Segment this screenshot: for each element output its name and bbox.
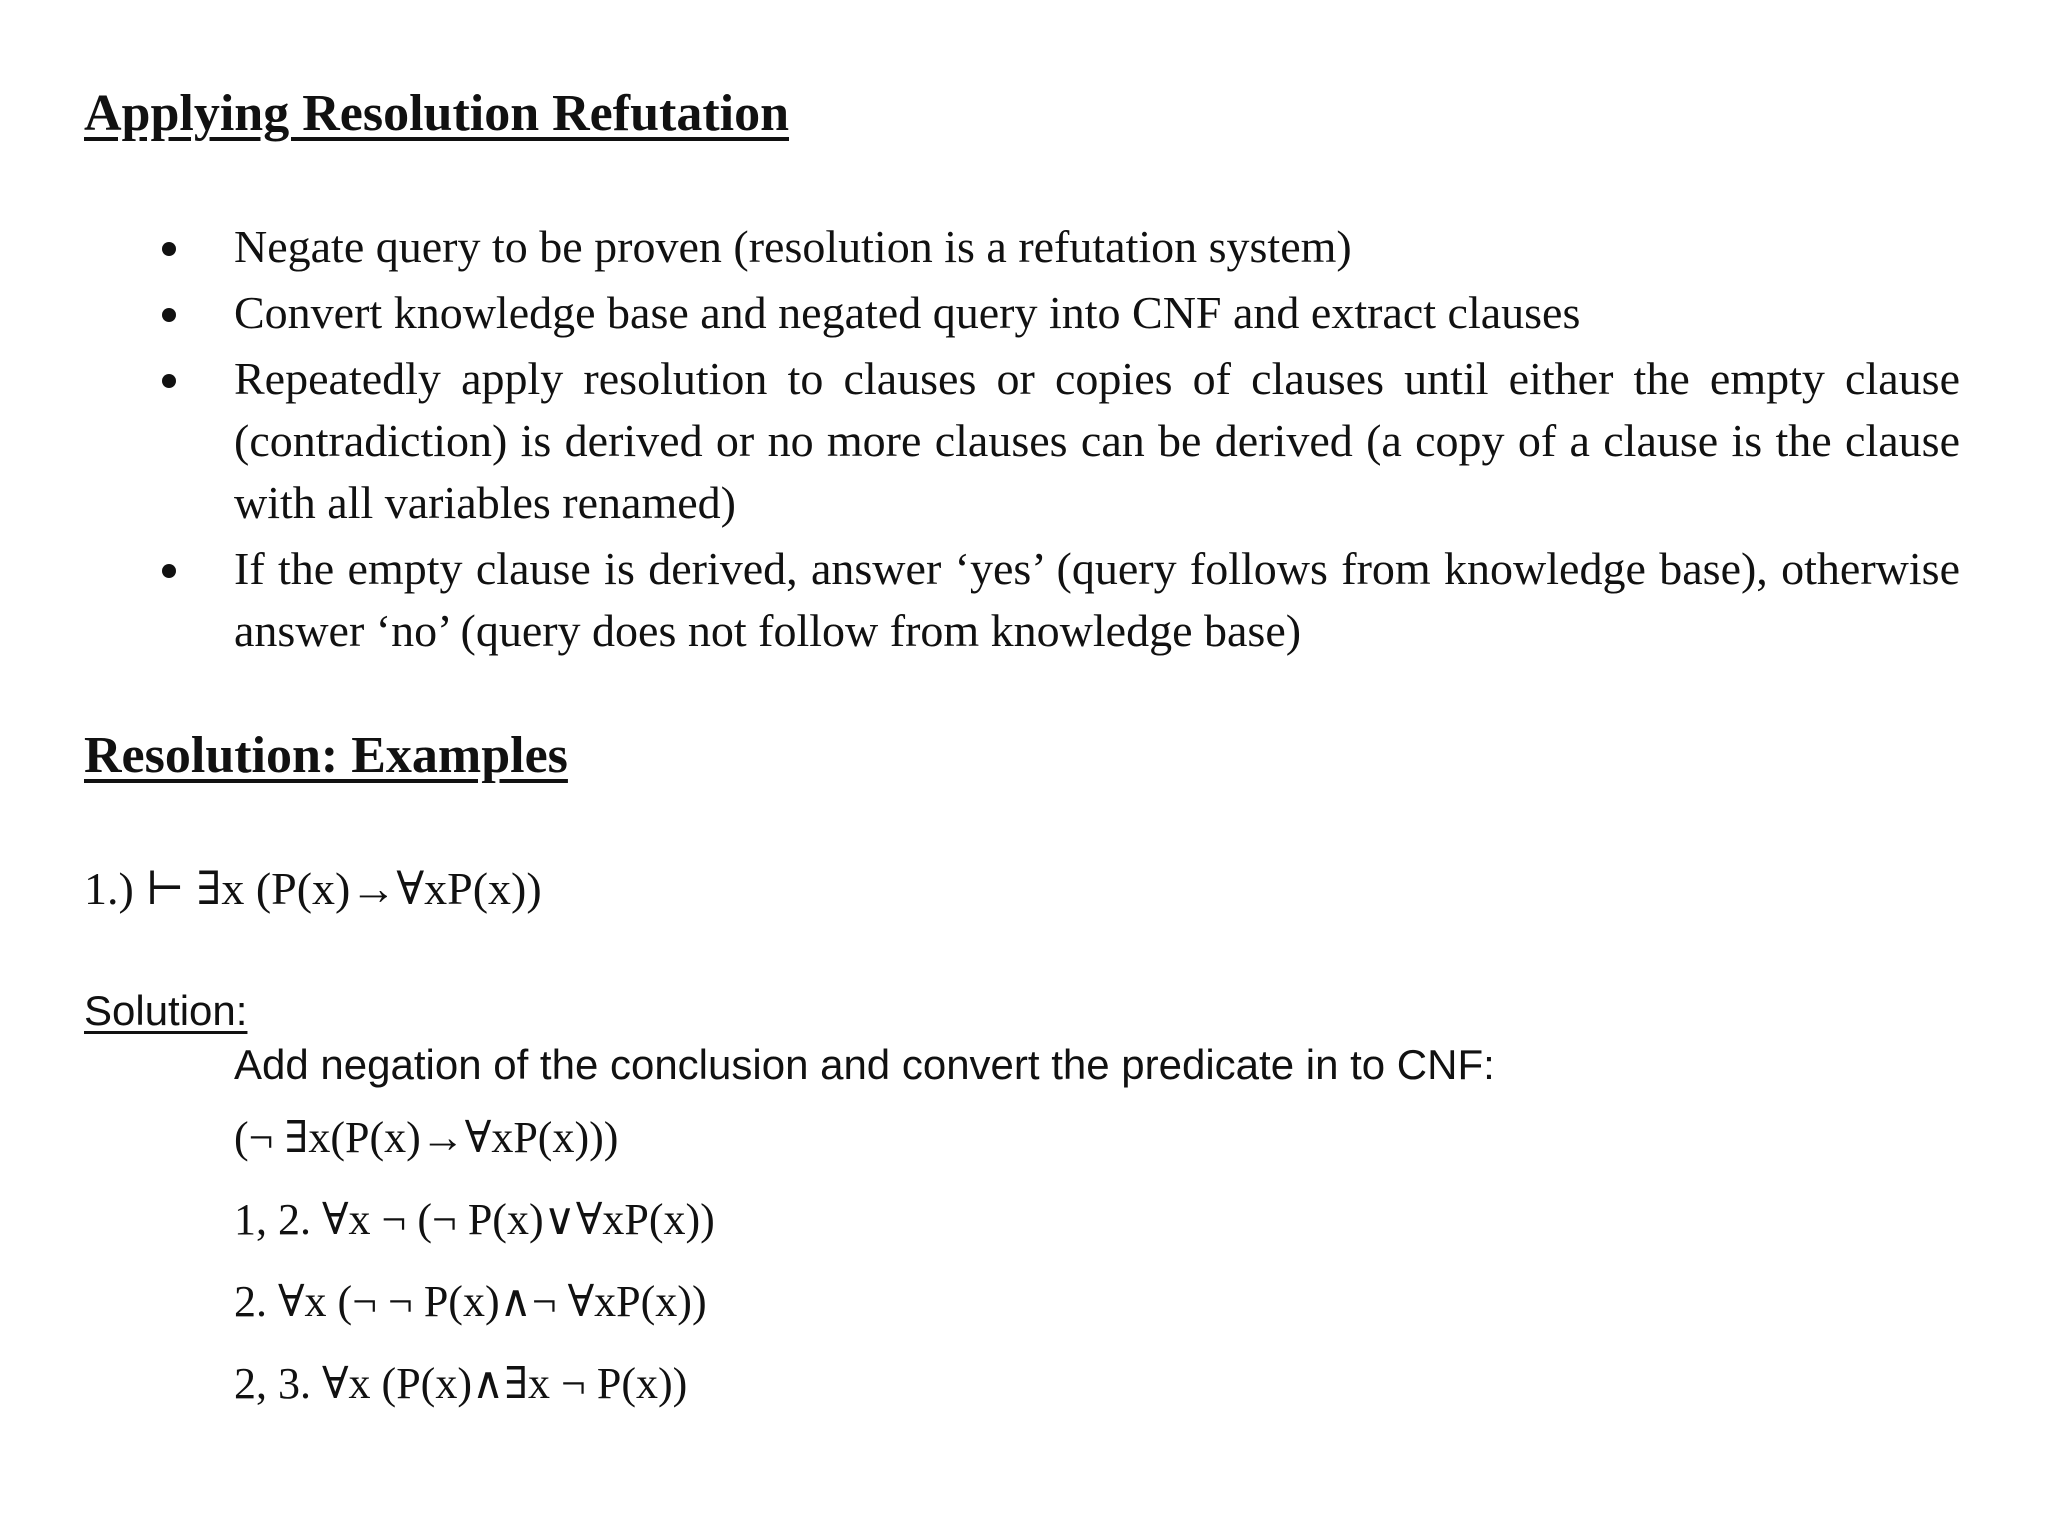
bullet-dot-icon bbox=[162, 374, 176, 388]
solution-step: 1, 2. ∀x ¬ (¬ P(x)∨∀xP(x)) bbox=[234, 1195, 715, 1244]
bullet-dot-icon bbox=[162, 242, 176, 256]
bullet-text: Repeatedly apply resolution to clauses or copies of clauses until either the empty clause (contradiction) is derived or no more clauses can be derived (a copy of a clause is the clause with all variables renamed) bbox=[234, 353, 1960, 528]
bullet-item bbox=[150, 282, 1960, 344]
section-heading-applying-resolution: Applying Resolution Refutation bbox=[84, 85, 789, 142]
bullet-item bbox=[150, 216, 1960, 278]
bullet-dot-icon bbox=[162, 308, 176, 322]
bullet-text: If the empty clause is derived, answer ‘yes’ (query follows from knowledge base), otherwise answer ‘no’ (query does not follow from knowledge base) bbox=[234, 543, 1960, 656]
solution-label: Solution: bbox=[84, 987, 248, 1034]
solution-step: (¬ ∃x(P(x)→∀xP(x))) bbox=[234, 1113, 619, 1162]
bullet-item bbox=[150, 348, 1960, 534]
bullet-item bbox=[150, 538, 1960, 662]
solution-step: 2. ∀x (¬ ¬ P(x)∧¬ ∀xP(x)) bbox=[234, 1277, 707, 1326]
bullet-list bbox=[150, 216, 1960, 666]
bullet-dot-icon bbox=[162, 564, 176, 578]
example-statement: 1.) ⊢ ∃x (P(x)→∀xP(x)) bbox=[84, 863, 542, 914]
solution-step: 2, 3. ∀x (P(x)∧∃x ¬ P(x)) bbox=[234, 1359, 688, 1408]
section-heading-resolution-examples: Resolution: Examples bbox=[84, 727, 568, 784]
bullet-text: Convert knowledge base and negated query into CNF and extract clauses bbox=[234, 287, 1581, 338]
bullet-text: Negate query to be proven (resolution is a refutation system) bbox=[234, 221, 1352, 272]
solution-instruction: Add negation of the conclusion and convert the predicate in to CNF: bbox=[234, 1041, 1495, 1088]
